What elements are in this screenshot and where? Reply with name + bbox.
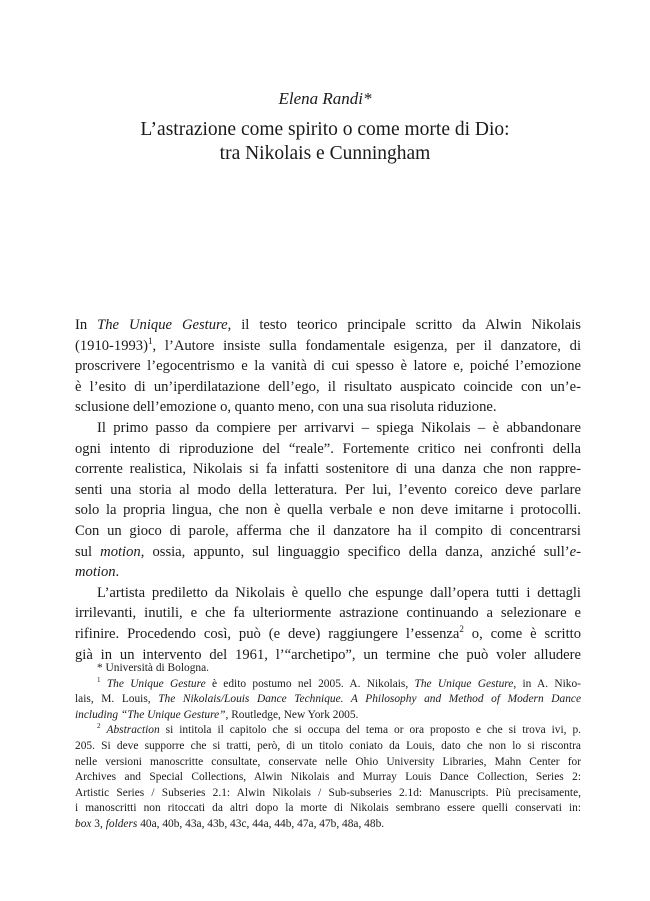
paragraph-line: irrilevanti, inutili, e che fa ulteriormente astrazione continuando a selezionare e xyxy=(75,605,581,622)
footnote-2-line: nelle versioni manoscritte consultate, conservate nelle Ohio University Libraries, Mahn Center for xyxy=(75,755,581,768)
paragraph-line: In The Unique Gesture, il testo teorico principale scritto da Alwin Nikolais xyxy=(75,317,581,333)
paragraph-line: è l’esito di un’iperdilatazione dell’ego, il risultato auspicato coincide con un’e- xyxy=(75,378,581,395)
paragraph-line: rifinire. Procedendo così, può (e deve) raggiungere l’essenza$^2$ o, come è scritto xyxy=(75,624,581,642)
footnote-2-line: Archives and Special Collections, Alwin Nikolais and Murray Louis Dance Collection, Series 2: xyxy=(75,771,581,784)
footnote-affiliation: * Università di Bologna. xyxy=(97,662,209,674)
paragraph-line: Con un gioco di parole, afferma che il danzatore ha il compito di concentrarsi xyxy=(75,522,581,539)
footnote-1-line: lais, M. Louis, The Nikolais/Louis Dance Technique. A Philosophy and Method of Modern Dance xyxy=(75,693,581,706)
paragraph-line: solo la propria lingua, che non è quella verbale e non deve imitarne i protocolli. xyxy=(75,502,581,519)
paragraph-line: Il primo passo da compiere per arrivarvi – spiega Nikolais – è abbandonare xyxy=(97,419,581,436)
body-text xyxy=(75,315,581,665)
footnote-2-line: Artistic Series / Subseries 2.1: Alwin Nikolais / Sub-subseries 2.1d: Manuscripts. Più precisamente, xyxy=(75,786,581,799)
paragraph-line: sclusione dell’emozione o, quanto meno, con una sua risoluta riduzione. xyxy=(75,399,497,416)
paragraph-line: L’artista prediletto da Nikolais è quello che espunge dall’opera tutti i dettagli xyxy=(97,584,581,601)
footnote-2-line: box 3, folders 40a, 40b, 43a, 43b, 43c, 44a, 44b, 47a, 47b, 48a, 48b. xyxy=(75,817,385,830)
footnote-2-line: $^2$ Abstraction si intitola il capitolo che si occupa del tema or ora proposto e che si trova ivi, p. xyxy=(97,722,581,737)
footnote-1-line: including “The Unique Gesture”, Routledge, New York 2005. xyxy=(75,708,359,721)
paragraph-line: proscrivere l’egocentrismo e la vanità di cui spesso è latore e, poiché l’emozione xyxy=(75,358,581,375)
title-line-2: tra Nikolais e Cunningham xyxy=(219,143,431,164)
article-title xyxy=(100,118,550,166)
footnotes xyxy=(75,661,581,833)
paragraph-line: ogni intento di riproduzione del “reale”. Fortemente critico nei confronti della xyxy=(75,440,581,457)
footnote-1-number: 1 xyxy=(97,675,101,684)
author-name: Elena Randi* xyxy=(278,89,372,108)
footnote-ref-2[interactable]: 2 xyxy=(459,624,464,635)
footnote-ref-1[interactable]: 1 xyxy=(147,335,153,346)
paragraph-line: sul motion, ossia, appunto, sul linguaggio specifico della danza, anziché sull’e- xyxy=(75,543,581,560)
paragraph-line: motion. xyxy=(75,564,120,581)
footnote-2-line: i manoscritti non ritoccati da altri dopo la morte di Nikolais sembrano essere quelli conservati in: xyxy=(75,802,581,815)
footnote-2-number: 2 xyxy=(97,722,101,731)
paragraph-line: già in un intervento del 1961, l’“archetipo”, un termine che può voler alludere xyxy=(75,646,581,663)
footnote-1-line: $^1$ The Unique Gesture è edito postumo nel 2005. A. Nikolais, The Unique Gesture, in A. Niko- xyxy=(97,675,581,690)
paragraph-line: (1910-1993)$^1$, l’Autore insiste sulla fondamentale esigenza, per il danzatore, di xyxy=(75,335,581,354)
title-line-1: L’astrazione come spirito o come morte di Dio: xyxy=(140,119,510,140)
paragraph-line: senti una storia al modo della letteratura. Per lui, l’evento coreico deve parlare xyxy=(75,481,581,498)
footnote-2-line: 205. Si deve supporre che si tratti, però, di un titolo coniato da Louis, dato che non lo si riscontra xyxy=(75,739,581,752)
paragraph-line: corrente realistica, Nikolais si fa infatti sostenitore di una danza che non rappre- xyxy=(75,461,581,478)
